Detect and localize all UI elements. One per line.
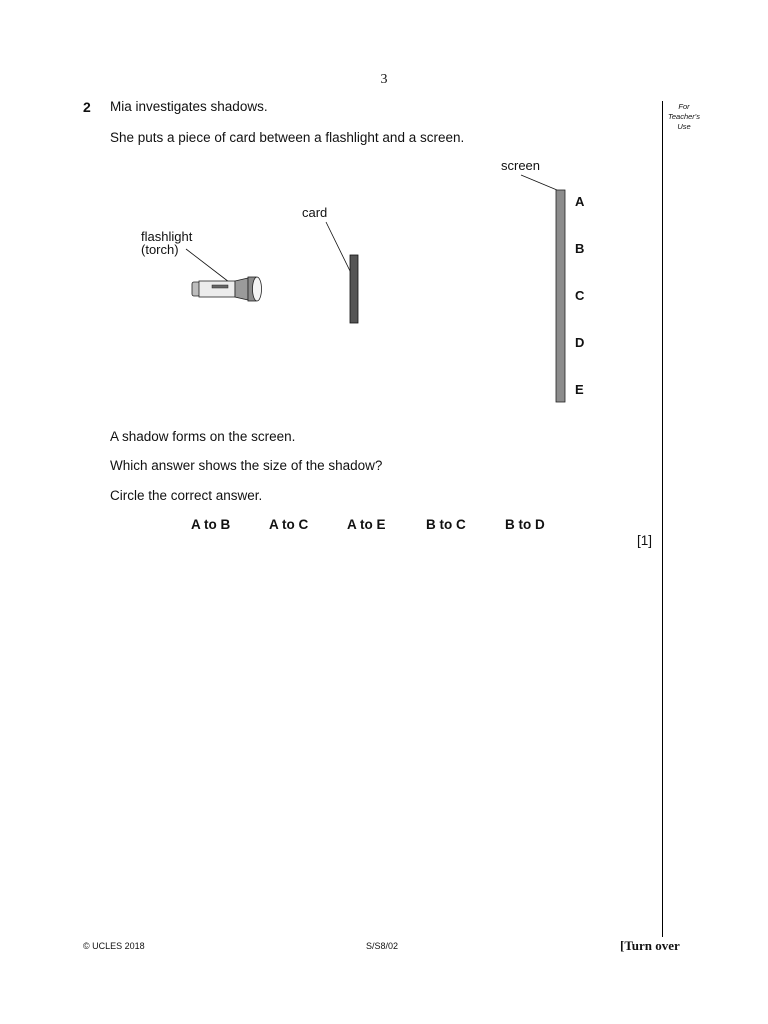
- question-setup: She puts a piece of card between a flashlight and a screen.: [110, 130, 465, 145]
- answer-option-a-to-b[interactable]: A to B: [191, 517, 231, 532]
- footer-paper-code: S/S8/02: [366, 941, 399, 951]
- question-instruction: Circle the correct answer.: [110, 488, 263, 503]
- flashlight-switch: [212, 285, 228, 288]
- flashlight-neck: [235, 278, 248, 300]
- flashlight-leader-line: [186, 249, 229, 282]
- card: [350, 255, 358, 323]
- question-prompt: Which answer shows the size of the shadow?: [110, 458, 383, 473]
- shadow-diagram: [0, 0, 768, 420]
- footer-turn-over: [Turn over: [620, 938, 680, 953]
- flashlight-lens: [253, 277, 262, 301]
- teacher-use-line-2: Teacher's: [667, 112, 700, 121]
- screen-point-a: A: [575, 194, 585, 209]
- screen: [556, 190, 565, 402]
- teacher-use-line-3: Use: [677, 122, 691, 131]
- card-leader-line: [326, 222, 351, 273]
- answer-option-b-to-c[interactable]: B to C: [426, 517, 466, 532]
- card-label: card: [302, 205, 328, 220]
- screen-point-b: B: [575, 241, 585, 256]
- flashlight-label-torch: (torch): [141, 242, 179, 257]
- answer-option-b-to-d[interactable]: B to D: [505, 517, 545, 532]
- question-number: 2: [83, 99, 91, 115]
- screen-leader-line: [521, 175, 557, 190]
- answer-option-a-to-c[interactable]: A to C: [269, 517, 309, 532]
- mark-allocation: [1]: [637, 533, 653, 548]
- flashlight: [192, 277, 262, 301]
- screen-point-e: E: [575, 382, 584, 397]
- page-number: 3: [380, 72, 388, 87]
- screen-point-c: C: [575, 288, 585, 303]
- answer-option-a-to-e[interactable]: A to E: [347, 517, 386, 532]
- question-intro: Mia investigates shadows.: [110, 99, 268, 114]
- flashlight-body: [199, 281, 235, 297]
- footer-copyright: © UCLES 2018: [83, 941, 145, 951]
- observation-text: A shadow forms on the screen.: [110, 429, 296, 444]
- flashlight-label: flashlight: [141, 229, 193, 244]
- teacher-use-line-1: For: [678, 102, 690, 111]
- screen-point-d: D: [575, 335, 585, 350]
- screen-label: screen: [501, 158, 541, 173]
